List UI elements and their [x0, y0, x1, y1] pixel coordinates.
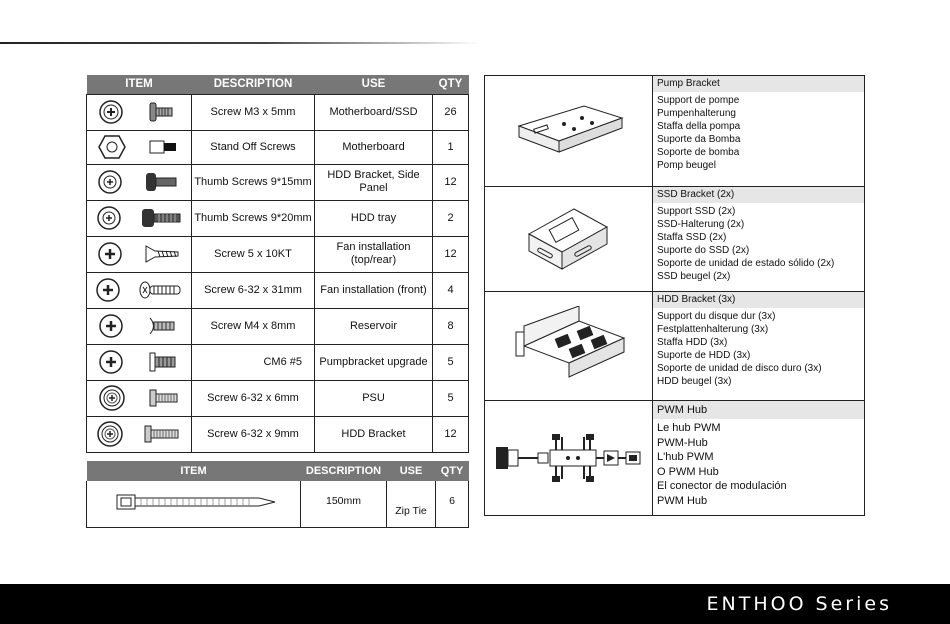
item-cell: [87, 380, 192, 416]
column-header-qty: QTY: [433, 75, 469, 94]
description-cell: Screw 6-32 x 31mm: [192, 272, 315, 308]
translation-item: Soporte de unidad de disco duro (3x): [657, 363, 822, 374]
description-cell: Screw 6-32 x 6mm: [192, 380, 315, 416]
qty-cell: 12: [433, 416, 469, 452]
translation-item: Pomp beugel: [657, 160, 716, 171]
translation-item: PWM Hub: [657, 494, 708, 507]
qty-cell: 1: [433, 130, 469, 164]
translation-item: Festplattenhalterung (3x): [657, 324, 769, 335]
translation-item: HDD beugel (3x): [657, 376, 732, 387]
item-cell: [87, 344, 192, 380]
use-cell: HDD Bracket, Side Panel: [315, 164, 433, 200]
zip-tie-icon: [109, 487, 279, 517]
use-cell: Motherboard/SSD: [315, 94, 433, 130]
table-row: [87, 94, 469, 130]
table-row: [87, 164, 469, 200]
item-cell: [87, 200, 192, 236]
description-cell: Thumb Screws 9*15mm: [192, 164, 315, 200]
translation-item: Suporte de HDD (3x): [657, 350, 751, 361]
translation-item: L'hub PWM: [657, 451, 714, 463]
table-row: [87, 416, 469, 452]
item-cell: [87, 308, 192, 344]
use-cell: Reservoir: [315, 308, 433, 344]
column-header-item: ITEM: [87, 75, 192, 94]
use-cell: Motherboard: [315, 130, 433, 164]
footer-bar: [0, 584, 950, 624]
qty-cell: 4: [433, 272, 469, 308]
bracket-translations: [653, 92, 864, 174]
qty-cell: 5: [433, 380, 469, 416]
translation-item: Staffa della pompa: [657, 121, 741, 132]
column-header-item: ITEM: [87, 461, 301, 481]
translation-item: Suporte da Bomba: [657, 134, 741, 145]
qty-cell: 8: [433, 308, 469, 344]
table-row: [87, 200, 469, 236]
translation-item: PWM-Hub: [657, 436, 708, 449]
bracket-panel: [484, 75, 865, 516]
table-row: [87, 130, 469, 164]
use-cell: Fan installation (top/rear): [315, 236, 433, 272]
cm6-screw-icon: [87, 345, 191, 380]
bracket-row-hdd: [485, 292, 864, 400]
pump-bracket-icon: [504, 96, 634, 166]
header-rule: [0, 42, 480, 44]
bracket-text-cell: [653, 76, 864, 186]
zip-table-header: [87, 461, 469, 481]
use-cell: HDD tray: [315, 200, 433, 236]
qty-cell: 12: [433, 164, 469, 200]
fan-screw-icon: [87, 237, 191, 272]
thumb-screw-15-icon: [87, 165, 191, 200]
item-cell: [87, 94, 192, 130]
bracket-title: PWM Hub: [653, 401, 864, 419]
screw-m4-icon: [87, 309, 191, 344]
hdd-bracket-icon: [504, 306, 634, 386]
translation-item: Staffa SSD (2x): [657, 232, 727, 243]
item-cell: [87, 164, 192, 200]
qty-cell: 6: [436, 481, 469, 527]
bracket-image-cell: [485, 187, 653, 291]
use-cell: HDD Bracket: [315, 416, 433, 452]
use-cell: Fan installation (front): [315, 272, 433, 308]
hardware-table: [86, 75, 469, 453]
qty-cell: 2: [433, 200, 469, 236]
hardware-table-header: [87, 75, 469, 94]
bracket-text-cell: [653, 401, 864, 515]
translation-item: SSD-Halterung (2x): [657, 219, 745, 230]
item-cell: [87, 481, 301, 527]
item-cell: [87, 416, 192, 452]
bracket-row-pwm: [485, 401, 864, 515]
description-cell: Thumb Screws 9*20mm: [192, 200, 315, 236]
bracket-title: Pump Bracket: [653, 76, 864, 92]
translation-item: El conector de modulación: [657, 480, 787, 492]
qty-cell: 5: [433, 344, 469, 380]
bracket-title: HDD Bracket (3x): [653, 292, 864, 308]
translation-item: Support du disque dur (3x): [657, 311, 776, 322]
bracket-text-cell: [653, 187, 864, 291]
description-cell: Screw 5 x 10KT: [192, 236, 315, 272]
bracket-translations: [653, 203, 864, 285]
column-header-use: USE: [315, 75, 433, 94]
description-cell: Stand Off Screws: [192, 130, 315, 164]
description-cell: CM6 #5: [192, 344, 315, 380]
long-screw-icon: [87, 273, 191, 308]
pwm-hub-icon: [494, 433, 644, 483]
bracket-translations: [653, 308, 864, 390]
item-cell: [87, 130, 192, 164]
bracket-translations: [653, 419, 864, 510]
table-row: [87, 481, 469, 527]
table-row: [87, 236, 469, 272]
bracket-row-pump: [485, 76, 864, 186]
hdd-screw-icon: [87, 417, 191, 452]
table-row: [87, 344, 469, 380]
column-header-use: USE: [387, 461, 436, 481]
ssd-bracket-icon: [519, 199, 619, 279]
table-row: [87, 272, 469, 308]
table-row: [87, 380, 469, 416]
bracket-image-cell: [485, 76, 653, 186]
translation-item: Soporte de unidad de estado sólido (2x): [657, 258, 835, 269]
translation-item: SSD beugel (2x): [657, 271, 731, 282]
translation-item: Le hub PWM: [657, 422, 721, 434]
description-cell: Screw M3 x 5mm: [192, 94, 315, 130]
psu-screw-icon: [87, 381, 191, 416]
zip-tie-table: [86, 461, 469, 528]
bracket-text-cell: [653, 292, 864, 400]
translation-item: Staffa HDD (3x): [657, 337, 728, 348]
description-cell: Screw M4 x 8mm: [192, 308, 315, 344]
screw-m3-icon: [87, 95, 191, 130]
item-cell: [87, 236, 192, 272]
brand-logo-text: ENTHOO Series: [706, 593, 892, 615]
qty-cell: 12: [433, 236, 469, 272]
description-cell: Screw 6-32 x 9mm: [192, 416, 315, 452]
translation-item: Soporte de bomba: [657, 147, 740, 158]
use-cell: Zip Tie: [387, 481, 436, 527]
bracket-image-cell: [485, 292, 653, 400]
bracket-image-cell: [485, 401, 653, 515]
table-row: [87, 308, 469, 344]
column-header-description: DESCRIPTION: [192, 75, 315, 94]
use-cell: PSU: [315, 380, 433, 416]
translation-item: Support de pompe: [657, 95, 740, 106]
translation-item: Support SSD (2x): [657, 206, 736, 217]
use-cell: Pumpbracket upgrade: [315, 344, 433, 380]
qty-cell: 26: [433, 94, 469, 130]
column-header-description: DESCRIPTION: [301, 461, 387, 481]
standoff-screw-icon: [87, 131, 191, 164]
item-cell: [87, 272, 192, 308]
thumb-screw-20-icon: [87, 201, 191, 236]
translation-item: Suporte do SSD (2x): [657, 245, 750, 256]
translation-item: Pumpenhalterung: [657, 108, 736, 119]
bracket-row-ssd: [485, 187, 864, 291]
description-cell: 150mm: [301, 481, 387, 527]
bracket-title: SSD Bracket (2x): [653, 187, 864, 203]
column-header-qty: QTY: [436, 461, 469, 481]
translation-item: O PWM Hub: [657, 465, 719, 478]
